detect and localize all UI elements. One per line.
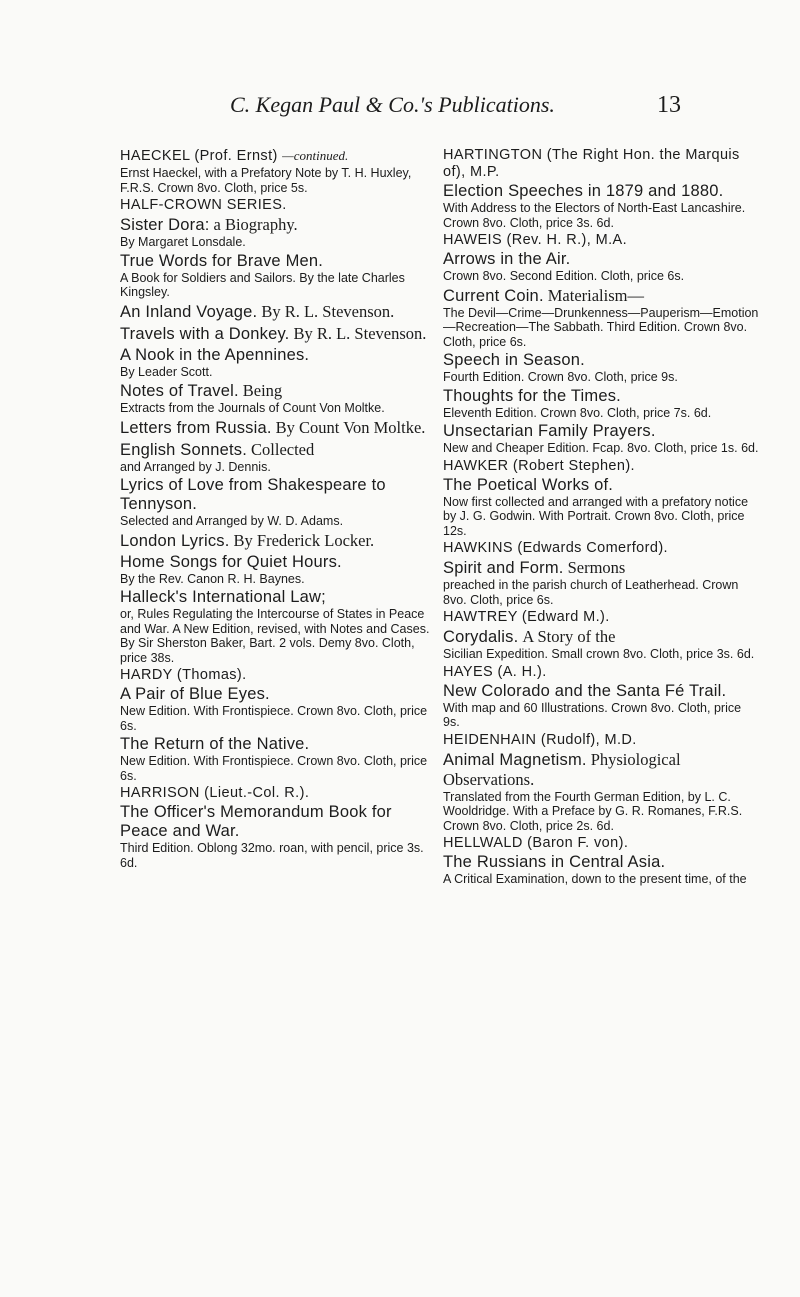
book-title-line — [120, 476, 438, 514]
book-title-line — [120, 735, 438, 754]
book-description: New Edition. With Frontispiece. Crown 8vo. Cloth, price 6s. — [120, 754, 428, 783]
book-description: With map and 60 Illustrations. Crown 8vo. Cloth, price 9s. — [443, 700, 742, 729]
book-listing — [120, 324, 438, 344]
book-title: New Colorado and the Santa Fé Trail. — [443, 681, 727, 700]
book-subtitle: A Story of the — [522, 627, 616, 646]
running-head: C. Kegan Paul & Co.'s Publications. — [230, 92, 555, 117]
book-listing — [443, 853, 761, 887]
book-subtitle: By Frederick Locker. — [233, 530, 375, 550]
book-title-line — [120, 803, 438, 841]
book-title-line — [120, 588, 438, 607]
book-description: Ernst Haeckel, with a Prefatory Note by T. H. Huxley, F.R.S. Crown 8vo. Cloth, price 5s. — [120, 166, 412, 195]
book-description: Now first collected and arranged with a prefatory notice by J. G. Godwin. With Portrait. Crown 8vo. Cloth, price 12s. — [443, 494, 749, 538]
book-listing — [443, 476, 761, 539]
catalogue-entry — [443, 147, 761, 230]
book-title-line — [120, 440, 438, 460]
book-title-line — [120, 215, 438, 235]
author-heading: HELLWALD (Baron F. von). — [443, 835, 629, 851]
author-heading: HARDY (Thomas). — [120, 667, 247, 683]
book-title-line — [120, 418, 438, 438]
book-description: Crown 8vo. Second Edition. Cloth, price 6s. — [443, 269, 685, 283]
book-title: The Poetical Works of. — [443, 475, 614, 494]
book-title-line — [120, 346, 438, 365]
book-title-line — [120, 324, 438, 344]
book-title: A Pair of Blue Eyes. — [120, 685, 270, 703]
book-title-line — [443, 750, 761, 790]
book-description: Translated from the Fourth German Edition, by L. C. Wooldridge. With a Preface by G. R. Romanes, F.R.S. Crown 8vo. Cloth, price 2s. 6d. — [443, 789, 743, 833]
author-heading: HALF-CROWN SERIES. — [120, 197, 287, 213]
author-heading: HARRISON (Lieut.-Col. R.). — [120, 785, 310, 801]
book-listing — [120, 418, 438, 438]
book-title-line — [443, 422, 761, 441]
book-title: Election Speeches in 1879 and 1880. — [443, 182, 724, 200]
book-listing — [443, 750, 761, 834]
book-description: By Leader Scott. — [120, 364, 213, 379]
author-heading: HAWEIS (Rev. H. R.), M.A. — [443, 232, 628, 248]
book-title: A Nook in the Apennines. — [120, 345, 310, 364]
book-listing — [443, 627, 761, 662]
book-title-line — [120, 302, 438, 322]
book-title: Corydalis. — [443, 628, 519, 646]
book-description: By Margaret Lonsdale. — [120, 235, 246, 249]
book-listing — [120, 803, 438, 870]
catalogue-entry — [120, 197, 438, 586]
catalogue-entry — [120, 588, 438, 665]
book-listing — [120, 588, 438, 665]
book-title: Current Coin. — [443, 286, 544, 305]
book-title: The Officer's Memorandum Book for Peace and War. — [120, 803, 392, 840]
book-title-line — [120, 381, 438, 401]
book-title-line — [443, 387, 761, 406]
book-title: Notes of Travel. — [120, 382, 239, 400]
book-title-line — [120, 252, 438, 271]
book-description: Extracts from the Journals of Count Von Moltke. — [120, 401, 385, 415]
book-title-line — [443, 351, 761, 370]
book-listing — [120, 531, 438, 551]
book-listing — [120, 302, 438, 322]
book-title: Letters from Russia. — [120, 418, 272, 437]
book-description: A Book for Soldiers and Sailors. By the late Charles Kingsley. — [120, 270, 405, 299]
book-listing — [443, 682, 761, 730]
book-title-line — [443, 286, 761, 306]
book-title: Animal Magnetism. — [443, 750, 587, 769]
book-description: New Edition. With Frontispiece. Crown 8vo. Cloth, price 6s. — [120, 704, 428, 733]
catalogue-entry — [443, 232, 761, 456]
book-listing — [443, 387, 761, 421]
catalogue-entry — [120, 147, 438, 195]
book-subtitle: Collected — [251, 439, 315, 459]
book-title: Unsectarian Family Prayers. — [443, 422, 656, 440]
book-description: New and Cheaper Edition. Fcap. 8vo. Cloth, price 1s. 6d. — [443, 441, 759, 455]
book-listing — [443, 422, 761, 456]
catalogue-entry — [443, 664, 761, 730]
book-title-line — [443, 558, 761, 578]
left-column — [120, 147, 438, 872]
book-subtitle: a Biography. — [213, 215, 298, 234]
book-subtitle: Materialism— — [547, 285, 644, 305]
author-heading: HAWKINS (Edwards Comerford). — [443, 540, 668, 556]
catalogue-entry — [443, 732, 761, 834]
book-title: English Sonnets. — [120, 440, 248, 459]
book-description: Sicilian Expedition. Small crown 8vo. Cloth, price 3s. 6d. — [443, 647, 755, 661]
book-listing — [443, 558, 761, 607]
book-listing — [120, 252, 438, 300]
book-description: Eleventh Edition. Crown 8vo. Cloth, price 7s. 6d. — [443, 405, 712, 420]
author-heading: HARTINGTON (The Right Hon. the Marquis of), M.P. — [443, 147, 740, 180]
book-listing — [120, 440, 438, 475]
book-subtitle: By Count Von Moltke. — [275, 417, 426, 437]
book-listing — [120, 553, 438, 587]
book-title-line — [120, 531, 438, 551]
book-listing — [443, 250, 761, 284]
author-heading: HAECKEL (Prof. Ernst) —continued. — [120, 148, 349, 164]
book-listing — [120, 346, 438, 380]
author-heading: HAWKER (Robert Stephen). — [443, 457, 635, 474]
book-title: An Inland Voyage. — [120, 302, 258, 321]
book-listing — [443, 182, 761, 230]
book-title-line — [443, 182, 761, 201]
book-listing — [120, 215, 438, 250]
book-description: By the Rev. Canon R. H. Baynes. — [120, 571, 305, 586]
book-description: A Critical Examination, down to the present time, of the — [443, 872, 747, 886]
catalogue-entry — [443, 835, 761, 887]
author-heading: HAWTREY (Edward M.). — [443, 609, 610, 625]
book-description: and Arranged by J. Dennis. — [120, 459, 271, 474]
book-title-line — [443, 853, 761, 872]
book-subtitle: Sermons — [567, 558, 626, 577]
book-title: True Words for Brave Men. — [120, 251, 324, 270]
book-description: Selected and Arranged by W. D. Adams. — [120, 514, 344, 528]
book-subtitle: Being — [242, 381, 283, 400]
book-listing — [443, 286, 761, 350]
book-title: Sister Dora: — [120, 216, 210, 234]
book-title: The Russians in Central Asia. — [443, 853, 666, 871]
book-title: London Lyrics. — [120, 531, 230, 550]
book-listing — [443, 351, 761, 385]
book-title: Spirit and Form. — [443, 559, 564, 577]
book-listing — [120, 735, 438, 783]
book-listing — [120, 166, 438, 195]
book-title: Home Songs for Quiet Hours. — [120, 552, 342, 571]
book-title: Thoughts for the Times. — [443, 386, 621, 405]
book-listing — [120, 685, 438, 733]
catalogue-entry — [443, 540, 761, 607]
book-description: Fourth Edition. Crown 8vo. Cloth, price 9s. — [443, 370, 678, 384]
book-title-line — [120, 553, 438, 572]
book-title-line — [443, 627, 761, 647]
book-listing — [120, 476, 438, 529]
page-number: 13 — [657, 92, 681, 118]
book-title-line — [120, 685, 438, 704]
right-column — [443, 147, 761, 889]
author-heading: HEIDENHAIN (Rudolf), M.D. — [443, 731, 637, 748]
book-title: The Return of the Native. — [120, 735, 310, 753]
author-heading: HAYES (A. H.). — [443, 663, 547, 680]
book-title-line — [443, 250, 761, 269]
book-title: Halleck's International Law; — [120, 588, 326, 606]
catalogue-entry — [120, 667, 438, 783]
book-title: Arrows in the Air. — [443, 250, 571, 268]
book-subtitle: By R. L. Stevenson. — [261, 301, 395, 321]
book-listing — [120, 381, 438, 416]
book-subtitle: Physiological Observations. — [443, 749, 681, 789]
book-description: The Devil—Crime—Drunkenness—Pauperism—Emotion—Recreation—The Sabbath. Third Edition. Crown 8vo. Cloth, price 6s. — [443, 305, 759, 349]
book-title: Speech in Season. — [443, 351, 585, 369]
continued-note: —continued. — [282, 148, 349, 163]
book-description: Third Edition. Oblong 32mo. roan, with pencil, price 3s. 6d. — [120, 841, 424, 870]
book-description: With Address to the Electors of North-East Lancashire. Crown 8vo. Cloth, price 3s. 6d. — [443, 201, 746, 230]
book-title: Travels with a Donkey. — [120, 324, 290, 343]
book-subtitle: By R. L. Stevenson. — [293, 323, 427, 343]
book-title: Lyrics of Love from Shakespeare to Tennyson. — [120, 476, 386, 513]
catalogue-entry — [120, 785, 438, 870]
catalogue-entry — [443, 609, 761, 662]
catalogue-entry — [443, 458, 761, 539]
book-description: preached in the parish church of Leatherhead. Crown 8vo. Cloth, price 6s. — [443, 578, 739, 607]
book-description: or, Rules Regulating the Intercourse of States in Peace and War. A New Edition, revised, with Notes and Cases. By Sir Sherston Baker, Bart. 2 vols. Demy 8vo. Cloth, price 38s. — [120, 607, 430, 665]
book-title-line — [443, 476, 761, 495]
book-title-line — [443, 682, 761, 701]
